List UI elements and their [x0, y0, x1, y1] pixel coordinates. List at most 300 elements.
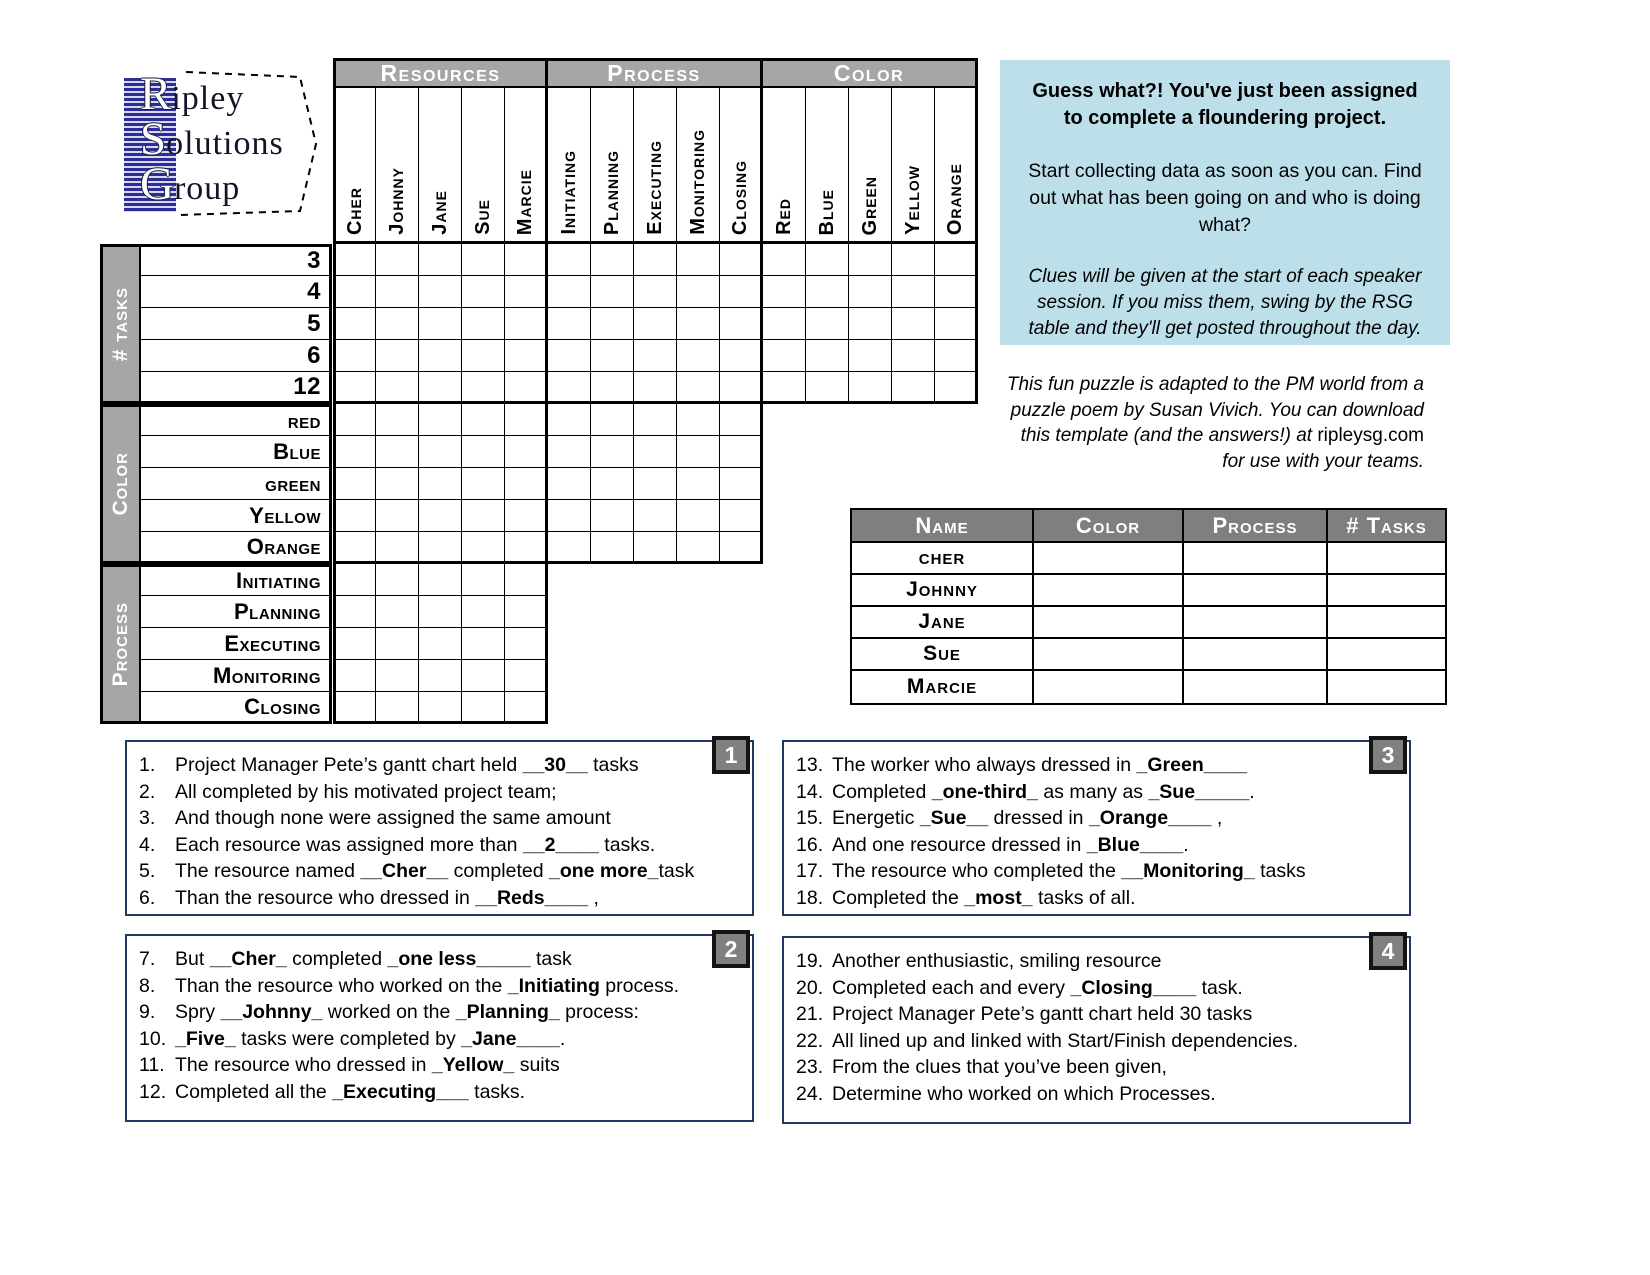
- clue-number: 19.: [796, 950, 824, 972]
- grid-cell[interactable]: [462, 628, 505, 660]
- column-label-initiating: [548, 88, 591, 244]
- clue-number: 23.: [796, 1056, 824, 1078]
- grid-cell[interactable]: [591, 436, 634, 468]
- info-note: Clues will be given at the start of each speaker session. If you miss them, swing by the RSG table and they'll get posted throughout the day.: [1028, 266, 1422, 339]
- grid-cell[interactable]: [591, 404, 634, 436]
- clue-text: All lined up and linked with Start/Finish dependencies.: [832, 1029, 1299, 1052]
- grid-cell[interactable]: [548, 244, 591, 276]
- clue-item-19: [796, 948, 1401, 975]
- clue-item-15: [796, 805, 1401, 832]
- row-label-green: green: [141, 468, 332, 500]
- grid-cell[interactable]: [419, 596, 462, 628]
- logo: [118, 66, 323, 222]
- clue-text: The resource named __Cher__ completed _one more_task: [175, 860, 695, 882]
- grid-cell[interactable]: [849, 276, 892, 308]
- grid-cell[interactable]: [419, 276, 462, 308]
- grid-cell[interactable]: [505, 308, 548, 340]
- grid-cell[interactable]: [591, 340, 634, 372]
- grid-cell[interactable]: [806, 244, 849, 276]
- grid-cell[interactable]: [806, 308, 849, 340]
- grid-cell[interactable]: [462, 436, 505, 468]
- answer-header-tasks: # Tasks: [1328, 510, 1445, 543]
- column-label-yellow: [892, 88, 935, 244]
- row-group-label-process: [100, 564, 141, 724]
- answer-cell[interactable]: [1034, 639, 1184, 671]
- grid-cell[interactable]: [591, 500, 634, 532]
- grid-cell[interactable]: [548, 532, 591, 564]
- clue-number: 6.: [139, 886, 156, 909]
- credit-text: This fun puzzle is adapted to the PM world from a puzzle poem by Susan Vivich. You can download this template (and the answers!) at: [1006, 374, 1424, 446]
- grid-cell[interactable]: [333, 340, 376, 372]
- column-label-text: Closing: [728, 159, 751, 235]
- answer-cell[interactable]: [1184, 543, 1328, 575]
- clue-number: 7.: [139, 948, 156, 970]
- grid-cell[interactable]: [376, 468, 419, 500]
- grid-cell[interactable]: [333, 308, 376, 340]
- grid-cell[interactable]: [505, 692, 548, 724]
- clue-number: 2.: [139, 780, 156, 803]
- grid-cell[interactable]: [720, 404, 763, 436]
- grid-cell[interactable]: [849, 340, 892, 372]
- grid-cell[interactable]: [376, 340, 419, 372]
- clue-box-3: [782, 740, 1411, 916]
- clue-item-8: [139, 973, 744, 1000]
- grid-cell[interactable]: [548, 404, 591, 436]
- credit-site-name: ripleysg.com: [1317, 425, 1424, 446]
- grid-cell[interactable]: [677, 244, 720, 276]
- grid-cell[interactable]: [849, 372, 892, 404]
- clue-number: 22.: [796, 1029, 824, 1052]
- column-label-sue: [462, 88, 505, 244]
- column-label-text: Blue: [815, 188, 838, 235]
- grid-cell[interactable]: [892, 276, 935, 308]
- clue-number: 10.: [139, 1027, 167, 1050]
- logo-text: [140, 68, 284, 210]
- answer-cell[interactable]: [1034, 607, 1184, 639]
- grid-cell[interactable]: [333, 244, 376, 276]
- column-label-red: [763, 88, 806, 244]
- grid-cell[interactable]: [720, 308, 763, 340]
- grid-cell[interactable]: [763, 308, 806, 340]
- column-label-jane: [419, 88, 462, 244]
- clue-number: 9.: [139, 1001, 156, 1023]
- grid-cell[interactable]: [634, 532, 677, 564]
- grid-cell[interactable]: [935, 340, 978, 372]
- clue-box-badge-2: 2: [712, 930, 750, 968]
- grid-cell[interactable]: [376, 628, 419, 660]
- clue-item-17: [796, 858, 1401, 885]
- grid-cell[interactable]: [548, 340, 591, 372]
- answer-cell[interactable]: [1184, 607, 1328, 639]
- grid-cell[interactable]: [419, 404, 462, 436]
- grid-cell[interactable]: [505, 468, 548, 500]
- clue-text: Completed each and every _Closing____ task.: [832, 976, 1243, 999]
- clue-item-21: [796, 1001, 1401, 1028]
- clue-item-2: [139, 779, 744, 806]
- clue-number: 20.: [796, 976, 824, 999]
- credit-text: for use with your teams.: [1222, 450, 1424, 472]
- grid-cell[interactable]: [505, 628, 548, 660]
- grid-cell[interactable]: [677, 340, 720, 372]
- column-label-text: Johnny: [385, 167, 408, 235]
- clue-text: And one resource dressed in _Blue____.: [832, 833, 1189, 856]
- grid-cell[interactable]: [462, 692, 505, 724]
- grid-cell[interactable]: [462, 276, 505, 308]
- grid-cell[interactable]: [548, 436, 591, 468]
- column-label-executing: [634, 88, 677, 244]
- grid-cell[interactable]: [720, 372, 763, 404]
- clue-text: The worker who always dressed in _Green____: [832, 754, 1248, 776]
- grid-cell[interactable]: [333, 596, 376, 628]
- row-label-red: red: [141, 404, 332, 436]
- grid-cell[interactable]: [376, 692, 419, 724]
- clue-item-5: [139, 858, 744, 885]
- clue-text: Project Manager Pete’s gantt chart held __30__ tasks: [175, 754, 639, 776]
- grid-cell[interactable]: [677, 308, 720, 340]
- clue-text: And though none were assigned the same amount: [175, 807, 611, 829]
- clue-number: 18.: [796, 886, 824, 909]
- grid-cell[interactable]: [333, 692, 376, 724]
- grid-cell[interactable]: [419, 692, 462, 724]
- grid-cell[interactable]: [505, 596, 548, 628]
- clue-text: Than the resource who worked on the _Initiating process.: [175, 974, 679, 997]
- logo-initial-letter: S: [140, 113, 167, 165]
- clue-text: Each resource was assigned more than __2____ tasks.: [175, 833, 656, 856]
- row-label-12: 12: [141, 372, 332, 404]
- answer-name-marcie: Marcie: [852, 671, 1034, 703]
- answer-header-process: Process: [1184, 510, 1328, 543]
- row-label-3: 3: [141, 244, 332, 276]
- grid-cell[interactable]: [462, 308, 505, 340]
- clue-number: 16.: [796, 833, 824, 856]
- answer-cell[interactable]: [1034, 671, 1184, 703]
- clue-item-9: [139, 999, 744, 1026]
- grid-cell[interactable]: [892, 372, 935, 404]
- grid-cell[interactable]: [376, 596, 419, 628]
- grid-cell[interactable]: [419, 660, 462, 692]
- grid-cell[interactable]: [419, 564, 462, 596]
- grid-cell[interactable]: [333, 500, 376, 532]
- logo-initial-letter: R: [140, 68, 172, 120]
- grid-cell[interactable]: [376, 660, 419, 692]
- column-group-header-color: Color: [763, 58, 978, 88]
- grid-cell[interactable]: [763, 276, 806, 308]
- grid-cell[interactable]: [419, 340, 462, 372]
- column-label-blue: [806, 88, 849, 244]
- logo-initial-letter: G: [140, 158, 174, 210]
- grid-cell[interactable]: [763, 244, 806, 276]
- answer-cell[interactable]: [1034, 543, 1184, 575]
- clue-number: 4.: [139, 833, 156, 856]
- clue-number: 8.: [139, 974, 156, 997]
- grid-cell[interactable]: [333, 468, 376, 500]
- clue-text: Completed all the _Executing___ tasks.: [175, 1080, 526, 1103]
- grid-cell[interactable]: [677, 404, 720, 436]
- column-label-text: Cher: [344, 186, 366, 235]
- clue-text: Than the resource who dressed in __Reds____ ,: [175, 886, 599, 909]
- row-label-yellow: Yellow: [141, 500, 332, 532]
- column-label-text: Initiating: [557, 150, 580, 235]
- grid-cell[interactable]: [419, 500, 462, 532]
- grid-cell[interactable]: [462, 244, 505, 276]
- clue-number: 1.: [139, 754, 156, 776]
- clue-text: The resource who completed the __Monitoring_ tasks: [832, 860, 1306, 882]
- grid-cell[interactable]: [376, 404, 419, 436]
- row-group-label-color: [100, 404, 141, 564]
- answer-cell[interactable]: [1328, 575, 1445, 607]
- grid-cell[interactable]: [462, 564, 505, 596]
- grid-cell[interactable]: [720, 244, 763, 276]
- grid-cell[interactable]: [419, 532, 462, 564]
- logo-word: olutions: [166, 125, 284, 162]
- grid-cell[interactable]: [505, 276, 548, 308]
- grid-cell[interactable]: [763, 340, 806, 372]
- grid-cell[interactable]: [505, 372, 548, 404]
- grid-cell[interactable]: [634, 500, 677, 532]
- clue-text: Completed _one-third_ as many as _Sue_____.: [832, 780, 1255, 803]
- info-body: Start collecting data as soon as you can. Find out what has been going on and who is doing what?: [1028, 160, 1422, 236]
- grid-cell[interactable]: [419, 468, 462, 500]
- answer-cell[interactable]: [1184, 671, 1328, 703]
- grid-cell[interactable]: [376, 532, 419, 564]
- column-label-text: Green: [858, 175, 881, 235]
- clue-item-20: [796, 975, 1401, 1002]
- column-label-green: [849, 88, 892, 244]
- clue-text: From the clues that you’ve been given,: [832, 1056, 1167, 1078]
- column-label-text: Yellow: [901, 165, 924, 235]
- grid-cell[interactable]: [677, 468, 720, 500]
- grid-cell[interactable]: [806, 340, 849, 372]
- clue-number: 13.: [796, 754, 824, 776]
- grid-cell[interactable]: [677, 276, 720, 308]
- column-label-text: Executing: [643, 140, 666, 235]
- grid-cell[interactable]: [591, 244, 634, 276]
- grid-cell[interactable]: [505, 660, 548, 692]
- grid-cell[interactable]: [505, 404, 548, 436]
- grid-cell[interactable]: [634, 372, 677, 404]
- grid-cell[interactable]: [806, 372, 849, 404]
- answer-header-color: Color: [1034, 510, 1184, 543]
- row-group-label-text: Color: [109, 452, 132, 516]
- column-label-text: Red: [772, 198, 795, 235]
- credit-note: [1000, 372, 1424, 474]
- column-label-text: Sue: [471, 199, 494, 235]
- clue-text: Energetic _Sue__ dressed in _Orange____ ,: [832, 807, 1223, 829]
- clue-item-16: [796, 832, 1401, 859]
- grid-cell[interactable]: [634, 244, 677, 276]
- clue-item-10: [139, 1026, 744, 1053]
- grid-cell[interactable]: [419, 308, 462, 340]
- column-label-cher: [333, 88, 376, 244]
- grid-cell[interactable]: [376, 372, 419, 404]
- clue-number: 12.: [139, 1080, 167, 1103]
- grid-cell[interactable]: [462, 660, 505, 692]
- grid-cell[interactable]: [333, 628, 376, 660]
- info-box: [1000, 60, 1450, 345]
- grid-cell[interactable]: [462, 500, 505, 532]
- grid-cell[interactable]: [548, 308, 591, 340]
- grid-cell[interactable]: [634, 308, 677, 340]
- clue-item-22: [796, 1028, 1401, 1055]
- grid-cell[interactable]: [333, 372, 376, 404]
- grid-cell[interactable]: [935, 372, 978, 404]
- row-label-closing: Closing: [141, 692, 332, 724]
- clue-box-badge-3: 3: [1369, 736, 1407, 774]
- grid-cell[interactable]: [677, 372, 720, 404]
- grid-cell[interactable]: [892, 340, 935, 372]
- grid-cell[interactable]: [849, 244, 892, 276]
- grid-cell[interactable]: [720, 276, 763, 308]
- clue-box-2: [125, 934, 754, 1122]
- grid-cell[interactable]: [419, 244, 462, 276]
- answer-table: [850, 508, 1447, 705]
- grid-cell[interactable]: [892, 244, 935, 276]
- grid-cell[interactable]: [634, 276, 677, 308]
- answer-cell[interactable]: [1184, 575, 1328, 607]
- grid-cell[interactable]: [677, 436, 720, 468]
- grid-cell[interactable]: [591, 468, 634, 500]
- grid-cell[interactable]: [376, 564, 419, 596]
- clue-item-4: [139, 832, 744, 859]
- grid-cell[interactable]: [548, 276, 591, 308]
- grid-cell[interactable]: [333, 564, 376, 596]
- grid-cell[interactable]: [935, 308, 978, 340]
- grid-cell[interactable]: [333, 532, 376, 564]
- clue-item-23: [796, 1054, 1401, 1081]
- grid-cell[interactable]: [333, 660, 376, 692]
- grid-cell[interactable]: [462, 468, 505, 500]
- answer-name-johnny: Johnny: [852, 575, 1034, 607]
- grid-cell[interactable]: [376, 436, 419, 468]
- grid-cell[interactable]: [376, 244, 419, 276]
- grid-cell[interactable]: [591, 276, 634, 308]
- answer-cell[interactable]: [1328, 671, 1445, 703]
- column-label-text: Orange: [943, 162, 966, 235]
- answer-cell[interactable]: [1328, 639, 1445, 671]
- row-label-5: 5: [141, 308, 332, 340]
- grid-cell[interactable]: [634, 340, 677, 372]
- logo-word: roup: [173, 170, 241, 207]
- grid-cell[interactable]: [548, 372, 591, 404]
- grid-cell[interactable]: [462, 596, 505, 628]
- grid-cell[interactable]: [505, 340, 548, 372]
- grid-cell[interactable]: [591, 372, 634, 404]
- grid-cell[interactable]: [505, 564, 548, 596]
- grid-cell[interactable]: [376, 308, 419, 340]
- grid-cell[interactable]: [419, 372, 462, 404]
- grid-cell[interactable]: [548, 468, 591, 500]
- grid-cell[interactable]: [720, 340, 763, 372]
- clue-number: 21.: [796, 1003, 824, 1025]
- clue-box-1: [125, 740, 754, 916]
- grid-cell[interactable]: [376, 276, 419, 308]
- grid-cell[interactable]: [505, 244, 548, 276]
- grid-cell[interactable]: [935, 276, 978, 308]
- grid-cell[interactable]: [720, 500, 763, 532]
- grid-cell[interactable]: [634, 404, 677, 436]
- row-group-label-tasks: [100, 244, 141, 404]
- grid-cell[interactable]: [806, 276, 849, 308]
- row-label-monitoring: Monitoring: [141, 660, 332, 692]
- grid-cell[interactable]: [419, 436, 462, 468]
- answer-name-cher: cher: [852, 543, 1034, 575]
- grid-cell[interactable]: [720, 436, 763, 468]
- grid-cell[interactable]: [505, 436, 548, 468]
- clue-text: Spry __Johnny_ worked on the _Planning_ process:: [175, 1001, 639, 1023]
- column-label-text: Marcie: [513, 168, 536, 235]
- grid-cell[interactable]: [333, 276, 376, 308]
- column-label-monitoring: [677, 88, 720, 244]
- grid-cell[interactable]: [591, 532, 634, 564]
- column-label-closing: [720, 88, 763, 244]
- row-label-executing: Executing: [141, 628, 332, 660]
- row-label-orange: Orange: [141, 532, 332, 564]
- logo-text-line: [140, 158, 284, 210]
- grid-cell[interactable]: [548, 500, 591, 532]
- answer-name-sue: Sue: [852, 639, 1034, 671]
- grid-cell[interactable]: [376, 500, 419, 532]
- answer-name-jane: Jane: [852, 607, 1034, 639]
- grid-cell[interactable]: [849, 308, 892, 340]
- grid-cell[interactable]: [763, 372, 806, 404]
- grid-cell[interactable]: [634, 468, 677, 500]
- answer-header-name: Name: [852, 510, 1034, 543]
- grid-cell[interactable]: [677, 500, 720, 532]
- column-label-text: Jane: [428, 190, 451, 235]
- column-label-marcie: [505, 88, 548, 244]
- row-label-initiating: Initiating: [141, 564, 332, 596]
- grid-cell[interactable]: [419, 628, 462, 660]
- grid-cell[interactable]: [677, 532, 720, 564]
- clue-number: 14.: [796, 780, 824, 803]
- grid-cell[interactable]: [505, 532, 548, 564]
- grid-cell[interactable]: [892, 308, 935, 340]
- grid-cell[interactable]: [462, 340, 505, 372]
- column-group-header-process: Process: [548, 58, 763, 88]
- row-label-planning: Planning: [141, 596, 332, 628]
- answer-cell[interactable]: [1328, 607, 1445, 639]
- grid-cell[interactable]: [333, 436, 376, 468]
- clue-number: 5.: [139, 860, 156, 882]
- row-group-label-text: Process: [109, 601, 132, 687]
- clue-text: _Five_ tasks were completed by _Jane____.: [175, 1027, 566, 1050]
- grid-cell[interactable]: [720, 468, 763, 500]
- column-label-text: Monitoring: [686, 129, 709, 235]
- clue-item-13: [796, 752, 1401, 779]
- grid-cell[interactable]: [333, 404, 376, 436]
- clue-text: Project Manager Pete’s gantt chart held 30 tasks: [832, 1003, 1253, 1025]
- grid-cell[interactable]: [462, 372, 505, 404]
- grid-cell[interactable]: [462, 404, 505, 436]
- answer-cell[interactable]: [1328, 543, 1445, 575]
- grid-cell[interactable]: [591, 308, 634, 340]
- answer-cell[interactable]: [1184, 639, 1328, 671]
- logo-text-line: [140, 113, 284, 165]
- row-label-panel: [100, 244, 332, 724]
- grid-cell[interactable]: [935, 244, 978, 276]
- column-label-planning: [591, 88, 634, 244]
- clue-box-badge-4: 4: [1369, 932, 1407, 970]
- clue-number: 11.: [139, 1054, 165, 1076]
- clue-number: 3.: [139, 807, 156, 829]
- row-group-label-text: # tasks: [109, 286, 132, 362]
- grid-cell[interactable]: [505, 500, 548, 532]
- column-label-orange: [935, 88, 978, 244]
- answer-cell[interactable]: [1034, 575, 1184, 607]
- grid-cell[interactable]: [720, 532, 763, 564]
- grid-cell[interactable]: [634, 436, 677, 468]
- grid-cell[interactable]: [462, 532, 505, 564]
